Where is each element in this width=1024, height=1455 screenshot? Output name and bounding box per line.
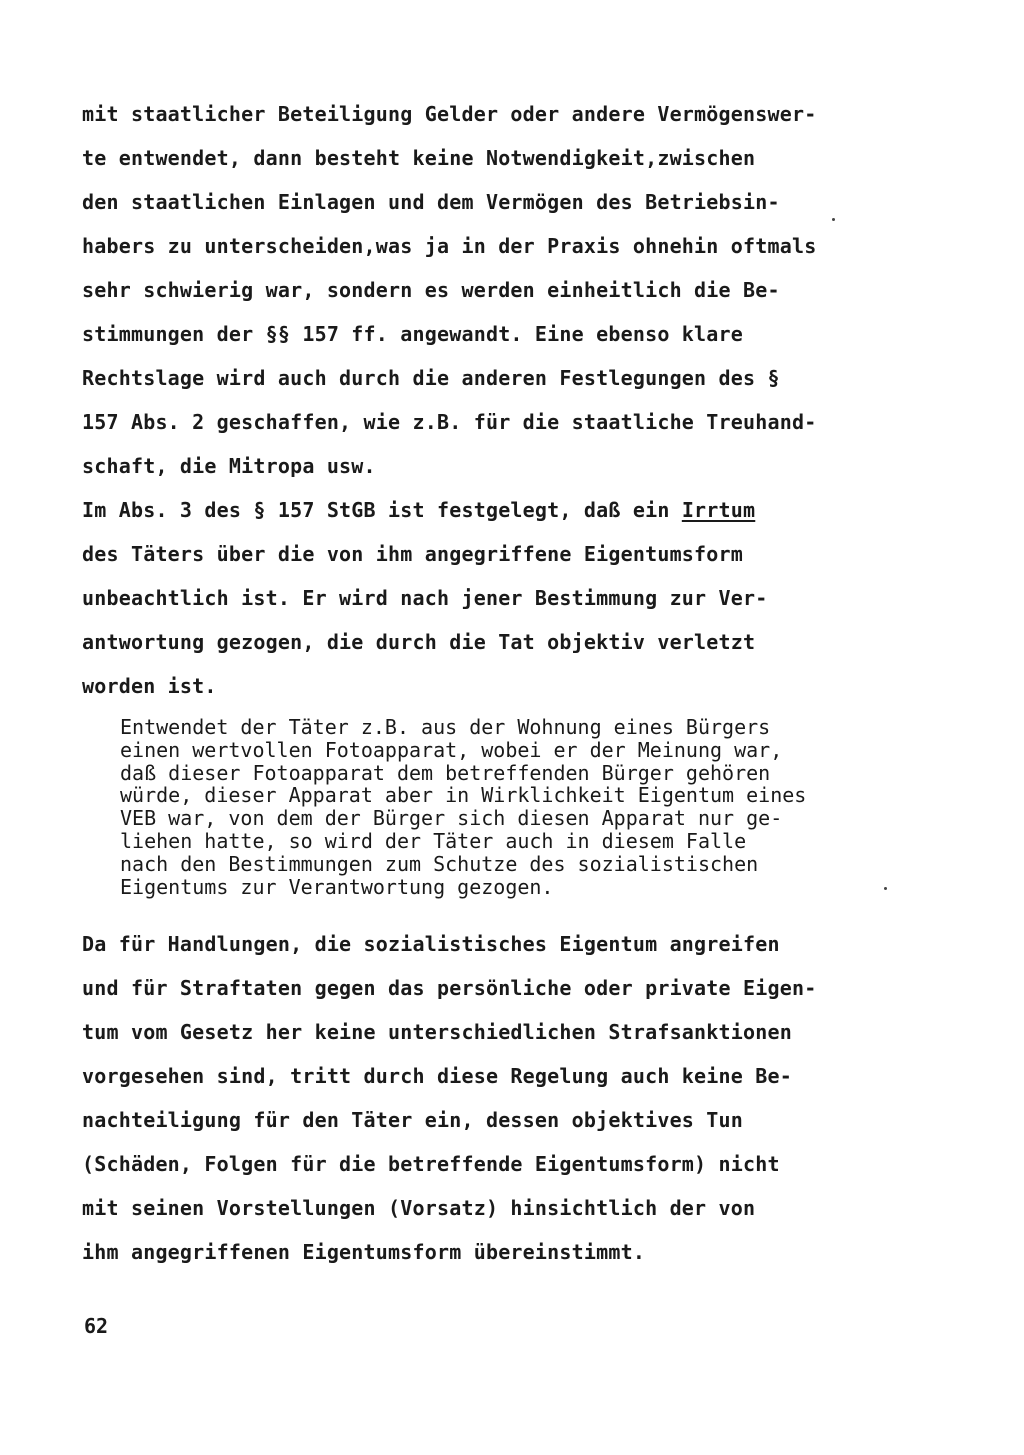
paragraph-3	[82, 922, 892, 1274]
paragraph-line: vorgesehen sind, tritt durch diese Regelung auch keine Be-	[82, 1064, 792, 1088]
paragraph-line: mit seinen Vorstellungen (Vorsatz) hinsichtlich der von	[82, 1196, 756, 1220]
paragraph-line: tum vom Gesetz her keine unterschiedlichen Strafsanktionen	[82, 1020, 792, 1044]
example-line: nach den Bestimmungen zum Schutze des sozialistischen	[120, 851, 759, 876]
paragraph-line: mit staatlicher Beteiligung Gelder oder andere Vermögenswer-	[82, 102, 817, 126]
paragraph-line: te entwendet, dann besteht keine Notwendigkeit,zwischen	[82, 146, 756, 170]
scan-speck	[832, 218, 835, 221]
paragraph-2	[82, 488, 892, 708]
paragraph-1	[82, 92, 892, 488]
line-text: Im Abs. 3 des § 157 StGB ist festgelegt, daß ein	[82, 498, 682, 522]
paragraph-line	[82, 488, 892, 532]
example-line: Eigentums zur Verantwortung gezogen.	[120, 874, 554, 899]
example-line: VEB war, von dem der Bürger sich diesen Apparat nur ge-	[120, 806, 783, 831]
paragraph-line: stimmungen der §§ 157 ff. angewandt. Eine ebenso klare	[82, 322, 744, 346]
paragraph-line: unbeachtlich ist. Er wird nach jener Bestimmung zur Ver-	[82, 586, 768, 610]
example-line: daß dieser Fotoapparat dem betreffenden Bürger gehören	[120, 760, 771, 785]
paragraph-line: des Täters über die von ihm angegriffene Eigentumsform	[82, 542, 744, 566]
paragraph-line: Da für Handlungen, die sozialistisches Eigentum angreifen	[82, 932, 780, 956]
underlined-term: Irrtum	[681, 498, 756, 522]
page-number: 62	[84, 1314, 109, 1338]
paragraph-line: habers zu unterscheiden,was ja in der Praxis ohnehin oftmals	[82, 234, 817, 258]
paragraph-line: schaft, die Mitropa usw.	[82, 454, 376, 478]
example-line: Entwendet der Täter z.B. aus der Wohnung eines Bürgers	[120, 715, 771, 739]
example-line: einen wertvollen Fotoapparat, wobei er der Meinung war,	[120, 737, 783, 762]
example-line: würde, dieser Apparat aber in Wirklichkeit Eigentum eines	[120, 783, 807, 808]
paragraph-line: 157 Abs. 2 geschaffen, wie z.B. für die staatliche Treuhand-	[82, 410, 817, 434]
paragraph-line: ihm angegriffenen Eigentumsform übereinstimmt.	[82, 1240, 646, 1264]
scan-speck	[884, 887, 887, 890]
paragraph-line: nachteiligung für den Täter ein, dessen objektives Tun	[82, 1108, 744, 1132]
paragraph-line: worden ist.	[82, 674, 217, 698]
example-block	[120, 716, 880, 898]
paragraph-line: sehr schwierig war, sondern es werden einheitlich die Be-	[82, 278, 780, 302]
paragraph-line: Rechtslage wird auch durch die anderen Festlegungen des §	[82, 366, 780, 390]
paragraph-line: antwortung gezogen, die durch die Tat objektiv verletzt	[82, 630, 756, 654]
paragraph-line: (Schäden, Folgen für die betreffende Eigentumsform) nicht	[82, 1152, 780, 1176]
example-line: liehen hatte, so wird der Täter auch in diesem Falle	[120, 828, 747, 853]
paragraph-line: und für Straftaten gegen das persönliche oder private Eigen-	[82, 976, 817, 1000]
paragraph-line: den staatlichen Einlagen und dem Vermögen des Betriebsin-	[82, 190, 780, 214]
